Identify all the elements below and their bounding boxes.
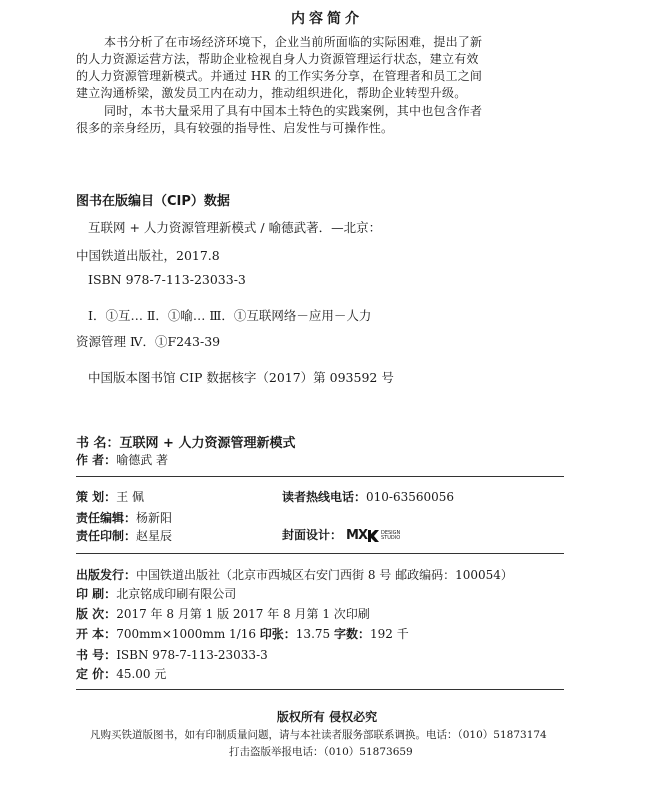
logo-k-icon [367,530,379,542]
intro-line: 的人力资源管理新模式。并通过 HR 的工作实务分享，在管理者和员工之间 [76,69,483,83]
price-row [76,665,166,682]
piracy-hotline: 打击盗版举报电话：（010）51873659 [229,746,413,758]
edition-row [76,605,370,622]
printer-label: 责任印制： [76,529,137,543]
planner-value: 王 佩 [116,490,145,504]
book-author-row [76,451,168,468]
publisher-row [76,566,513,583]
editor-label: 责任编辑： [76,511,137,525]
divider-1 [76,476,564,477]
edition-value: 2017 年 8 月第 1 版 2017 年 8 月第 1 次印刷 [116,607,370,621]
book-title-value: 互联网 + 人力资源管理新模式 [119,436,296,451]
isbn-label: 书 号： [76,648,117,662]
editor-row [76,509,172,526]
book-title-label: 书 名： [76,436,120,451]
editor-value: 杨新阳 [136,511,173,525]
format-value: 700mm×1000mm 1/16 [116,627,260,641]
isbn-row [76,646,268,663]
edition-label: 版 次： [76,607,117,621]
print-label: 印 刷： [76,587,117,601]
print-value: 北京铭成印刷有限公司 [116,587,237,601]
words-value: 192 千 [369,627,409,641]
print-row [76,585,236,602]
logo-subtext [381,531,400,541]
cip-line-4: Ⅰ．①互… Ⅱ．①喻… Ⅲ．①互联网络－应用－人力 [88,308,372,323]
cip-line-6: 中国版本图书馆 CIP 数据核字（2017）第 093592 号 [88,370,394,385]
intro-paragraph-1 [76,34,564,102]
cover-design-label: 封面设计： [282,528,343,542]
printer-row [76,527,172,544]
hotline-row [282,488,454,505]
format-label: 开 本： [76,627,117,641]
price-label: 定 价： [76,667,117,681]
divider-2 [76,553,564,554]
planner-row [76,488,144,505]
isbn-value: ISBN 978-7-113-23033-3 [116,648,268,662]
cover-design-row [282,526,400,543]
divider-3 [76,689,564,690]
intro-line: 建立沟通桥梁，激发员工内在动力，推动组织进化，帮助企业转型升级。 [76,86,467,100]
rights-notice: 版权所有 侵权必究 [276,710,378,724]
publisher-value: 中国铁道出版社（北京市西城区右安门西街 8 号 邮政编码：100054） [136,568,513,582]
intro-line: 同时，本书大量采用了具有中国本土特色的实践案例，其中也包含作者 [104,104,483,118]
publisher-label: 出版发行： [76,568,137,582]
cip-line-5: 资源管理 Ⅳ．①F243-39 [76,334,221,349]
cip-line-3: ISBN 978-7-113-23033-3 [88,272,246,287]
planner-label: 策 划： [76,490,117,504]
intro-line: 的人力资源运营方法，帮助企业检视自身人力资源管理运行状态，建立有效 [76,52,479,66]
intro-title: 内容简介 [291,11,363,27]
intro-paragraph-2 [76,103,564,137]
book-title-row [76,432,295,451]
sheets-label: 印张： [259,627,296,641]
words-label: 字数： [333,627,370,641]
cip-line-1: 互联网 + 人力资源管理新模式 / 喻德武著．—北京： [88,220,382,235]
cip-heading: 图书在版编目（CIP）数据 [76,194,230,209]
intro-line: 很多的亲身经历，具有较强的指导性、启发性与可操作性。 [76,121,394,135]
quality-notice: 凡购买铁道版图书，如有印制质量问题，请与本社读者服务部联系调换。电话：（010）51873174 [90,729,547,741]
book-author-value: 喻德武 著 [116,453,169,467]
book-author-label: 作 者： [76,453,117,467]
sheets-value: 13.75 [295,627,334,641]
logo-mark: MX [346,528,367,543]
printer-value: 赵星辰 [136,529,173,543]
hotline-value: 010-63560056 [366,490,455,504]
logo-sub-2: STUDIO [380,534,401,541]
format-row [76,625,409,642]
logo-sub-1: DESIGN [380,529,401,536]
price-value: 45.00 元 [116,667,167,681]
design-studio-logo [346,528,400,543]
intro-line: 本书分析了在市场经济环境下，企业当前所面临的实际困难，提出了新 [104,35,483,49]
cip-line-2: 中国铁道出版社，2017.8 [76,248,220,263]
hotline-label: 读者热线电话： [282,490,367,504]
